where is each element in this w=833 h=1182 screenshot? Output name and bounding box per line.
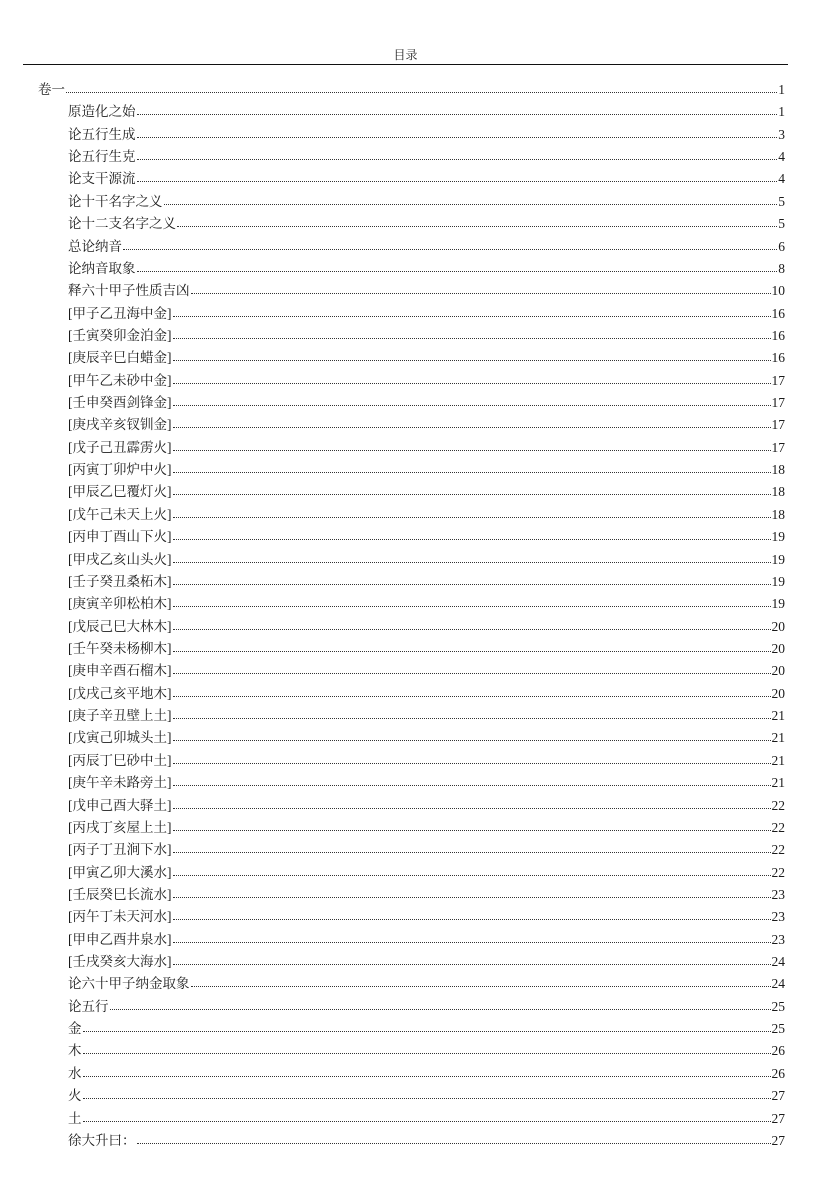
toc-entry-page-number: 8	[778, 260, 785, 276]
toc-entry-page-number: 17	[771, 395, 785, 411]
toc-entry-page-number: 20	[771, 641, 785, 656]
dot-leader	[110, 1008, 771, 1010]
toc-entry[interactable]	[68, 102, 785, 122]
dot-leader	[173, 762, 771, 764]
dot-leader	[173, 516, 771, 518]
toc-entry[interactable]	[68, 661, 785, 681]
toc-entry-page-number: 25	[771, 1021, 785, 1037]
toc-entry-title: 论十干名字之义	[68, 193, 163, 209]
toc-entry[interactable]	[68, 907, 785, 927]
toc-entry[interactable]	[68, 393, 785, 413]
toc-entry-page-number: 27	[771, 1088, 785, 1104]
toc-entry-page-number: 21	[771, 708, 785, 724]
dot-leader	[173, 695, 771, 697]
toc-entry[interactable]	[68, 818, 785, 838]
toc-entry-title: [丙辰丁巳砂中土]	[68, 752, 172, 768]
toc-entry-title: [壬午癸未杨柳木]	[68, 641, 172, 656]
dot-leader	[173, 717, 771, 719]
toc-entry[interactable]	[68, 259, 785, 279]
toc-entry[interactable]	[68, 617, 785, 637]
dot-leader	[173, 851, 771, 853]
toc-entry[interactable]	[68, 706, 785, 726]
toc-entry-title: [戊寅己卯城头土]	[68, 730, 172, 746]
toc-entry-title: 释六十甲子性质吉凶	[68, 283, 190, 299]
dot-leader	[137, 113, 778, 115]
toc-entry-title: 原造化之始	[68, 104, 136, 120]
toc-entry[interactable]	[68, 460, 785, 480]
toc-entry[interactable]	[68, 930, 785, 950]
dot-leader	[66, 91, 777, 93]
dot-leader	[173, 315, 771, 317]
toc-entry[interactable]	[68, 751, 785, 771]
toc-entry-title: [丙申丁酉山下火]	[68, 529, 172, 545]
toc-entry-title: 金	[68, 1021, 82, 1037]
toc-entry-title: 火	[68, 1088, 82, 1104]
dot-leader	[137, 1142, 771, 1144]
toc-entry-page-number: 26	[771, 1065, 785, 1081]
toc-entry[interactable]	[68, 1019, 785, 1039]
toc-entry-page-number: 5	[778, 216, 785, 232]
toc-entry-title: [戊午己未天上火]	[68, 506, 172, 522]
toc-entry-page-number: 4	[778, 149, 785, 165]
dot-leader	[137, 180, 778, 182]
toc-entry-title: 论十二支名字之义	[68, 216, 176, 232]
toc-entry-page-number: 23	[771, 931, 785, 947]
toc-entry[interactable]	[68, 1131, 785, 1151]
toc-entry-title: [戊辰己巳大林木]	[68, 618, 172, 634]
toc-entry-page-number: 17	[771, 417, 785, 433]
toc-entry-page-number: 16	[771, 305, 785, 321]
toc-entry-page-number: 20	[771, 685, 785, 701]
toc-entry[interactable]	[68, 974, 785, 994]
toc-entry[interactable]	[68, 550, 785, 570]
toc-entry-title: [庚子辛丑壁上土]	[68, 708, 172, 724]
dot-leader	[137, 270, 778, 272]
toc-entry-title: [壬申癸酉剑锋金]	[68, 395, 172, 411]
dot-leader	[173, 963, 771, 965]
toc-entry-title: [丙子丁丑涧下水]	[68, 842, 172, 858]
toc-entry-title: [庚辰辛巳白蜡金]	[68, 350, 172, 366]
toc-entry-title: [甲申乙酉井泉水]	[68, 931, 172, 947]
dot-leader	[191, 292, 771, 294]
toc-entry-page-number: 10	[771, 283, 785, 299]
toc-entry[interactable]	[68, 237, 785, 257]
toc-entry-page-number: 21	[771, 775, 785, 791]
dot-leader	[173, 359, 771, 361]
toc-entry-page-number: 22	[771, 864, 785, 880]
toc-entry-title: [甲午乙未砂中金]	[68, 372, 172, 388]
toc-entry-title: [庚申辛酉石榴木]	[68, 663, 172, 679]
toc-entry-page-number: 4	[778, 171, 785, 187]
toc-entry[interactable]	[68, 192, 785, 212]
dot-leader	[173, 918, 771, 920]
toc-entry-title: 论五行生成	[68, 126, 136, 142]
dot-leader	[173, 426, 771, 428]
toc-entry-page-number: 19	[771, 529, 785, 545]
toc-entry[interactable]	[68, 885, 785, 905]
dot-leader	[173, 784, 771, 786]
toc-entry[interactable]	[68, 840, 785, 860]
toc-entry-page-number: 3	[778, 126, 785, 142]
dot-leader	[83, 1120, 771, 1122]
toc-entry-title: [壬子癸丑桑柘木]	[68, 573, 172, 589]
toc-entry-page-number: 18	[771, 506, 785, 522]
toc-chapter-entry[interactable]	[38, 80, 785, 100]
toc-entry-title: [壬辰癸巳长流水]	[68, 886, 172, 902]
dot-leader	[191, 985, 771, 987]
toc-entry-title: [丙午丁未天河水]	[68, 909, 172, 925]
page-header-title: 目录	[393, 48, 418, 62]
toc-entry-title: [甲寅乙卯大溪水]	[68, 864, 172, 880]
toc-entry-title: [壬寅癸卯金泊金]	[68, 327, 172, 343]
dot-leader	[173, 471, 771, 473]
toc-entry-title: [丙寅丁卯炉中火]	[68, 462, 172, 478]
toc-entry-title: 木	[68, 1043, 82, 1059]
dot-leader	[173, 896, 771, 898]
toc-entry-page-number: 5	[778, 193, 785, 209]
toc-entry-page-number: 19	[771, 573, 785, 589]
toc-entry-title: 论五行生克	[68, 149, 136, 165]
toc-entry[interactable]	[68, 304, 785, 324]
dot-leader	[173, 538, 771, 540]
toc-entry-page-number: 26	[771, 1043, 785, 1059]
dot-leader	[173, 807, 771, 809]
dot-leader	[164, 203, 778, 205]
dot-leader	[83, 1052, 771, 1054]
dot-leader	[173, 829, 771, 831]
dot-leader	[173, 337, 771, 339]
toc-entry[interactable]	[68, 684, 785, 704]
dot-leader	[137, 136, 778, 138]
toc-entry[interactable]	[68, 773, 785, 793]
dot-leader	[123, 248, 777, 250]
dot-leader	[177, 225, 777, 227]
toc-entry-page-number: 21	[771, 752, 785, 768]
toc-entry[interactable]	[68, 1041, 785, 1061]
dot-leader	[83, 1097, 771, 1099]
toc-entry-title: 总论纳音	[68, 238, 122, 254]
toc-entry-title: [甲辰乙巳覆灯火]	[68, 484, 172, 500]
toc-entry-title: [丙戌丁亥屋上土]	[68, 819, 172, 835]
dot-leader	[173, 583, 771, 585]
toc-entry[interactable]	[68, 415, 785, 435]
dot-leader	[173, 449, 771, 451]
toc-entry-page-number: 19	[771, 596, 785, 612]
toc-entry[interactable]	[68, 527, 785, 547]
dot-leader	[173, 493, 771, 495]
toc-entry[interactable]	[68, 639, 785, 659]
toc-entry-page-number: 27	[771, 1110, 785, 1126]
toc-entry-title: 论支干源流	[68, 171, 136, 187]
toc-entry[interactable]	[68, 326, 785, 346]
toc-entry-page-number: 24	[771, 976, 785, 992]
toc-entry-title: 徐大升曰：	[68, 1132, 136, 1148]
dot-leader	[83, 1030, 771, 1032]
dot-leader	[173, 404, 771, 406]
toc-entry[interactable]	[68, 169, 785, 189]
toc-entry-title: 土	[68, 1110, 82, 1126]
toc-entry-title: [戊子己丑霹雳火]	[68, 439, 172, 455]
dot-leader	[173, 672, 771, 674]
toc-entry-title: [庚午辛未路旁土]	[68, 775, 172, 791]
toc-entry-title: [庚寅辛卯松柏木]	[68, 596, 172, 612]
dot-leader	[173, 650, 771, 652]
toc-entry-page-number: 24	[771, 954, 785, 970]
toc-entry-title: [壬戌癸亥大海水]	[68, 954, 172, 970]
toc-entry-title: 论纳音取象	[68, 260, 136, 276]
toc-entry-title: [戊申己酉大驿土]	[68, 797, 172, 813]
toc-entry-page-number: 22	[771, 842, 785, 858]
toc-entry-page-number: 20	[771, 618, 785, 634]
toc-entry[interactable]	[68, 1064, 785, 1084]
toc-entry[interactable]	[68, 728, 785, 748]
toc-entry-page-number: 23	[771, 886, 785, 902]
toc-entry[interactable]	[68, 371, 785, 391]
toc-entry[interactable]	[68, 147, 785, 167]
toc-entry-title: [庚戌辛亥钗钏金]	[68, 417, 172, 433]
dot-leader	[173, 561, 771, 563]
dot-leader	[83, 1075, 771, 1077]
toc-entry[interactable]	[68, 438, 785, 458]
toc-entry[interactable]	[68, 1086, 785, 1106]
toc-entry[interactable]	[68, 796, 785, 816]
toc-entry[interactable]	[68, 348, 785, 368]
toc-entry-title: [甲子乙丑海中金]	[68, 305, 172, 321]
toc-entry-page-number: 22	[771, 797, 785, 813]
toc-entry-page-number: 1	[778, 104, 785, 120]
toc-entry-title: 论五行	[68, 998, 109, 1014]
toc-entry-page-number: 27	[771, 1132, 785, 1148]
toc-entry[interactable]	[68, 281, 785, 301]
header-divider	[23, 64, 788, 65]
dot-leader	[173, 739, 771, 741]
toc-entry-title: [戊戌己亥平地木]	[68, 685, 172, 701]
toc-entry-page-number: 16	[771, 327, 785, 343]
toc-entry-page-number: 21	[771, 730, 785, 746]
dot-leader	[173, 628, 771, 630]
toc-entry-page-number: 20	[771, 663, 785, 679]
toc-entry-page-number: 18	[771, 462, 785, 478]
toc-entry-page-number: 23	[771, 909, 785, 925]
dot-leader	[173, 382, 771, 384]
dot-leader	[173, 874, 771, 876]
toc-entry-page-number: 17	[771, 439, 785, 455]
toc-entry[interactable]	[68, 594, 785, 614]
toc-entry-page-number: 6	[778, 238, 785, 254]
toc-entry[interactable]	[68, 214, 785, 234]
toc-entry[interactable]	[68, 125, 785, 145]
toc-entry-page-number: 22	[771, 819, 785, 835]
toc-entry-title: 水	[68, 1065, 82, 1081]
toc-entry-page-number: 1	[778, 82, 785, 97]
toc-entry-page-number: 19	[771, 551, 785, 567]
toc-entry-page-number: 17	[771, 372, 785, 388]
toc-entry-title: 卷一	[38, 82, 65, 97]
toc-entry[interactable]	[68, 572, 785, 592]
page-header	[23, 45, 788, 65]
toc-entry[interactable]	[68, 505, 785, 525]
toc-entry[interactable]	[68, 997, 785, 1017]
toc-entry[interactable]	[68, 1109, 785, 1129]
toc-entry-title: 论六十甲子纳金取象	[68, 976, 190, 992]
toc-entry-page-number: 25	[771, 998, 785, 1014]
dot-leader	[173, 941, 771, 943]
toc-entry[interactable]	[68, 482, 785, 502]
toc-entry-title: [甲戌乙亥山头火]	[68, 551, 172, 567]
toc-entry-page-number: 18	[771, 484, 785, 500]
toc-entry-page-number: 16	[771, 350, 785, 366]
dot-leader	[137, 158, 778, 160]
toc-entry[interactable]	[68, 952, 785, 972]
dot-leader	[173, 605, 771, 607]
toc-entry[interactable]	[68, 863, 785, 883]
